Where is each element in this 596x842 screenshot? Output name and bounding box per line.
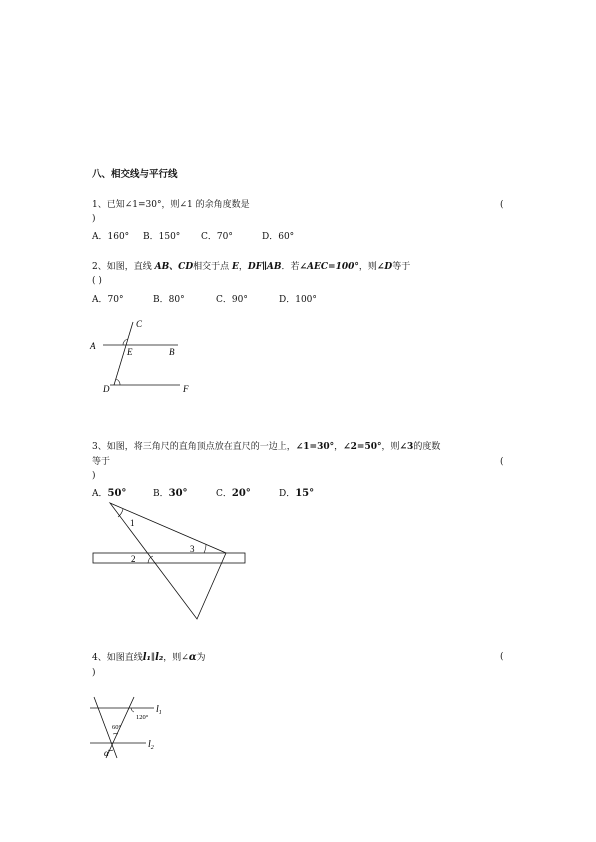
q2-angle-aec: ∠AEC=100° <box>299 262 359 272</box>
q1-option-b[interactable]: B．150° <box>143 232 181 242</box>
q2-stem-b: 相交于点 <box>193 262 233 272</box>
q3-angle-3: ∠3 <box>399 442 414 452</box>
q1-option-c[interactable]: C．70° <box>201 232 233 242</box>
section-title: 八、相交线与平行线 <box>92 169 178 180</box>
q4-l1: l₁ <box>142 652 151 663</box>
q1-option-a[interactable]: A．160° <box>92 232 130 242</box>
q4-label-alpha: α <box>104 748 109 758</box>
q2-label-d: D <box>103 384 110 394</box>
q3-option-d-letter: D． <box>279 489 296 499</box>
q4-parallel: ∥ <box>150 653 156 663</box>
q2-comma: ， <box>238 262 248 272</box>
q3-label-3: 3 <box>190 544 195 554</box>
q2-angle-arc-d <box>116 379 120 385</box>
q2-lines-ab-cd: AB、CD <box>154 262 194 272</box>
q4-label-l1: $l_1$ <box>156 704 162 716</box>
q4-l2: l₂ <box>155 652 164 663</box>
q3-stem-line2: 等于 <box>92 457 111 467</box>
q3-angle-2: ∠2=50° <box>343 442 382 452</box>
q3-paren-open: ( <box>500 457 504 467</box>
q3-paren-close: ) <box>92 471 96 481</box>
q1-stem: 1、已知∠1=30°，则∠1 的余角度数是 <box>92 200 250 210</box>
q3-stem-b: ，则 <box>381 442 400 452</box>
q3-option-b[interactable] <box>153 489 188 499</box>
q3-option-b-value: 30° <box>168 488 188 499</box>
q3-option-b-letter: B． <box>153 489 169 499</box>
q3-option-a-letter: A． <box>92 489 108 499</box>
q4-stem-a: 4、如图直线 <box>92 653 143 663</box>
q1-option-d[interactable]: D．60° <box>262 232 295 242</box>
q2-stem <box>92 263 410 272</box>
q2-stem-c: ．若 <box>281 262 300 272</box>
q2-point-e: E <box>232 262 239 272</box>
q3-stem-c: 的度数 <box>413 442 441 452</box>
q3-option-d[interactable] <box>279 489 314 499</box>
q4-label-60: 60° <box>112 724 122 731</box>
q3-option-a[interactable] <box>92 489 126 499</box>
q4-paren-open: ( <box>500 652 504 662</box>
q4-angle-arc-alpha <box>108 750 113 751</box>
q2-label-a: A <box>90 341 96 351</box>
q2-label-e: E <box>127 347 133 357</box>
q2-label-b: B <box>169 347 175 357</box>
q2-label-c: C <box>136 319 143 329</box>
q1-paren-open: ( <box>500 200 504 210</box>
q3-label-2: 2 <box>131 554 136 564</box>
q3-stem <box>92 443 440 452</box>
q2-option-b[interactable]: B．80° <box>153 295 185 305</box>
q4-angle-arc-120 <box>131 708 134 712</box>
q2-stem-d: ，则 <box>358 262 377 272</box>
q2-label-f: F <box>183 384 189 394</box>
q2-option-c[interactable]: C．90° <box>216 295 248 305</box>
q2-option-a[interactable]: A．70° <box>92 295 124 305</box>
q4-label-l2: $l_2$ <box>148 739 154 751</box>
q4-paren-close: ) <box>92 668 96 678</box>
q4-stem-b: ，则∠ <box>163 653 189 663</box>
q2-angle-d: ∠D <box>376 262 393 272</box>
q3-angle-arc-1 <box>118 509 123 517</box>
q3-angle-arc-3 <box>204 544 206 553</box>
q3-stem-a: 3、如图，将三角尺的直角顶点放在直尺的一边上， <box>92 442 296 452</box>
q3-option-c[interactable] <box>216 489 251 499</box>
q2-option-d[interactable]: D．100° <box>279 295 317 305</box>
q3-option-a-value: 50° <box>107 488 127 499</box>
q4-label-120: 120° <box>136 714 149 721</box>
q2-answer-blank: ( ) <box>92 276 102 286</box>
q2-df-parallel-ab: DF∥AB <box>247 262 282 272</box>
q4-figure <box>86 694 176 762</box>
q2-figure <box>85 312 200 397</box>
q3-sep: ， <box>334 442 344 452</box>
q4-stem <box>92 653 206 663</box>
q3-option-c-letter: C． <box>216 489 232 499</box>
q3-angle-1: ∠1=30° <box>295 442 335 452</box>
q3-triangle <box>110 503 226 619</box>
q3-option-c-value: 20° <box>231 488 251 499</box>
q4-stem-c: 为 <box>196 653 206 663</box>
q4-alpha: α <box>188 652 197 663</box>
q1-paren-close: ) <box>92 214 96 224</box>
q2-stem-a: 2、如图，直线 <box>92 262 155 272</box>
q3-option-d-value: 15° <box>295 488 315 499</box>
q3-figure <box>88 500 250 622</box>
q2-stem-e: 等于 <box>392 262 411 272</box>
q3-label-1: 1 <box>130 518 135 528</box>
